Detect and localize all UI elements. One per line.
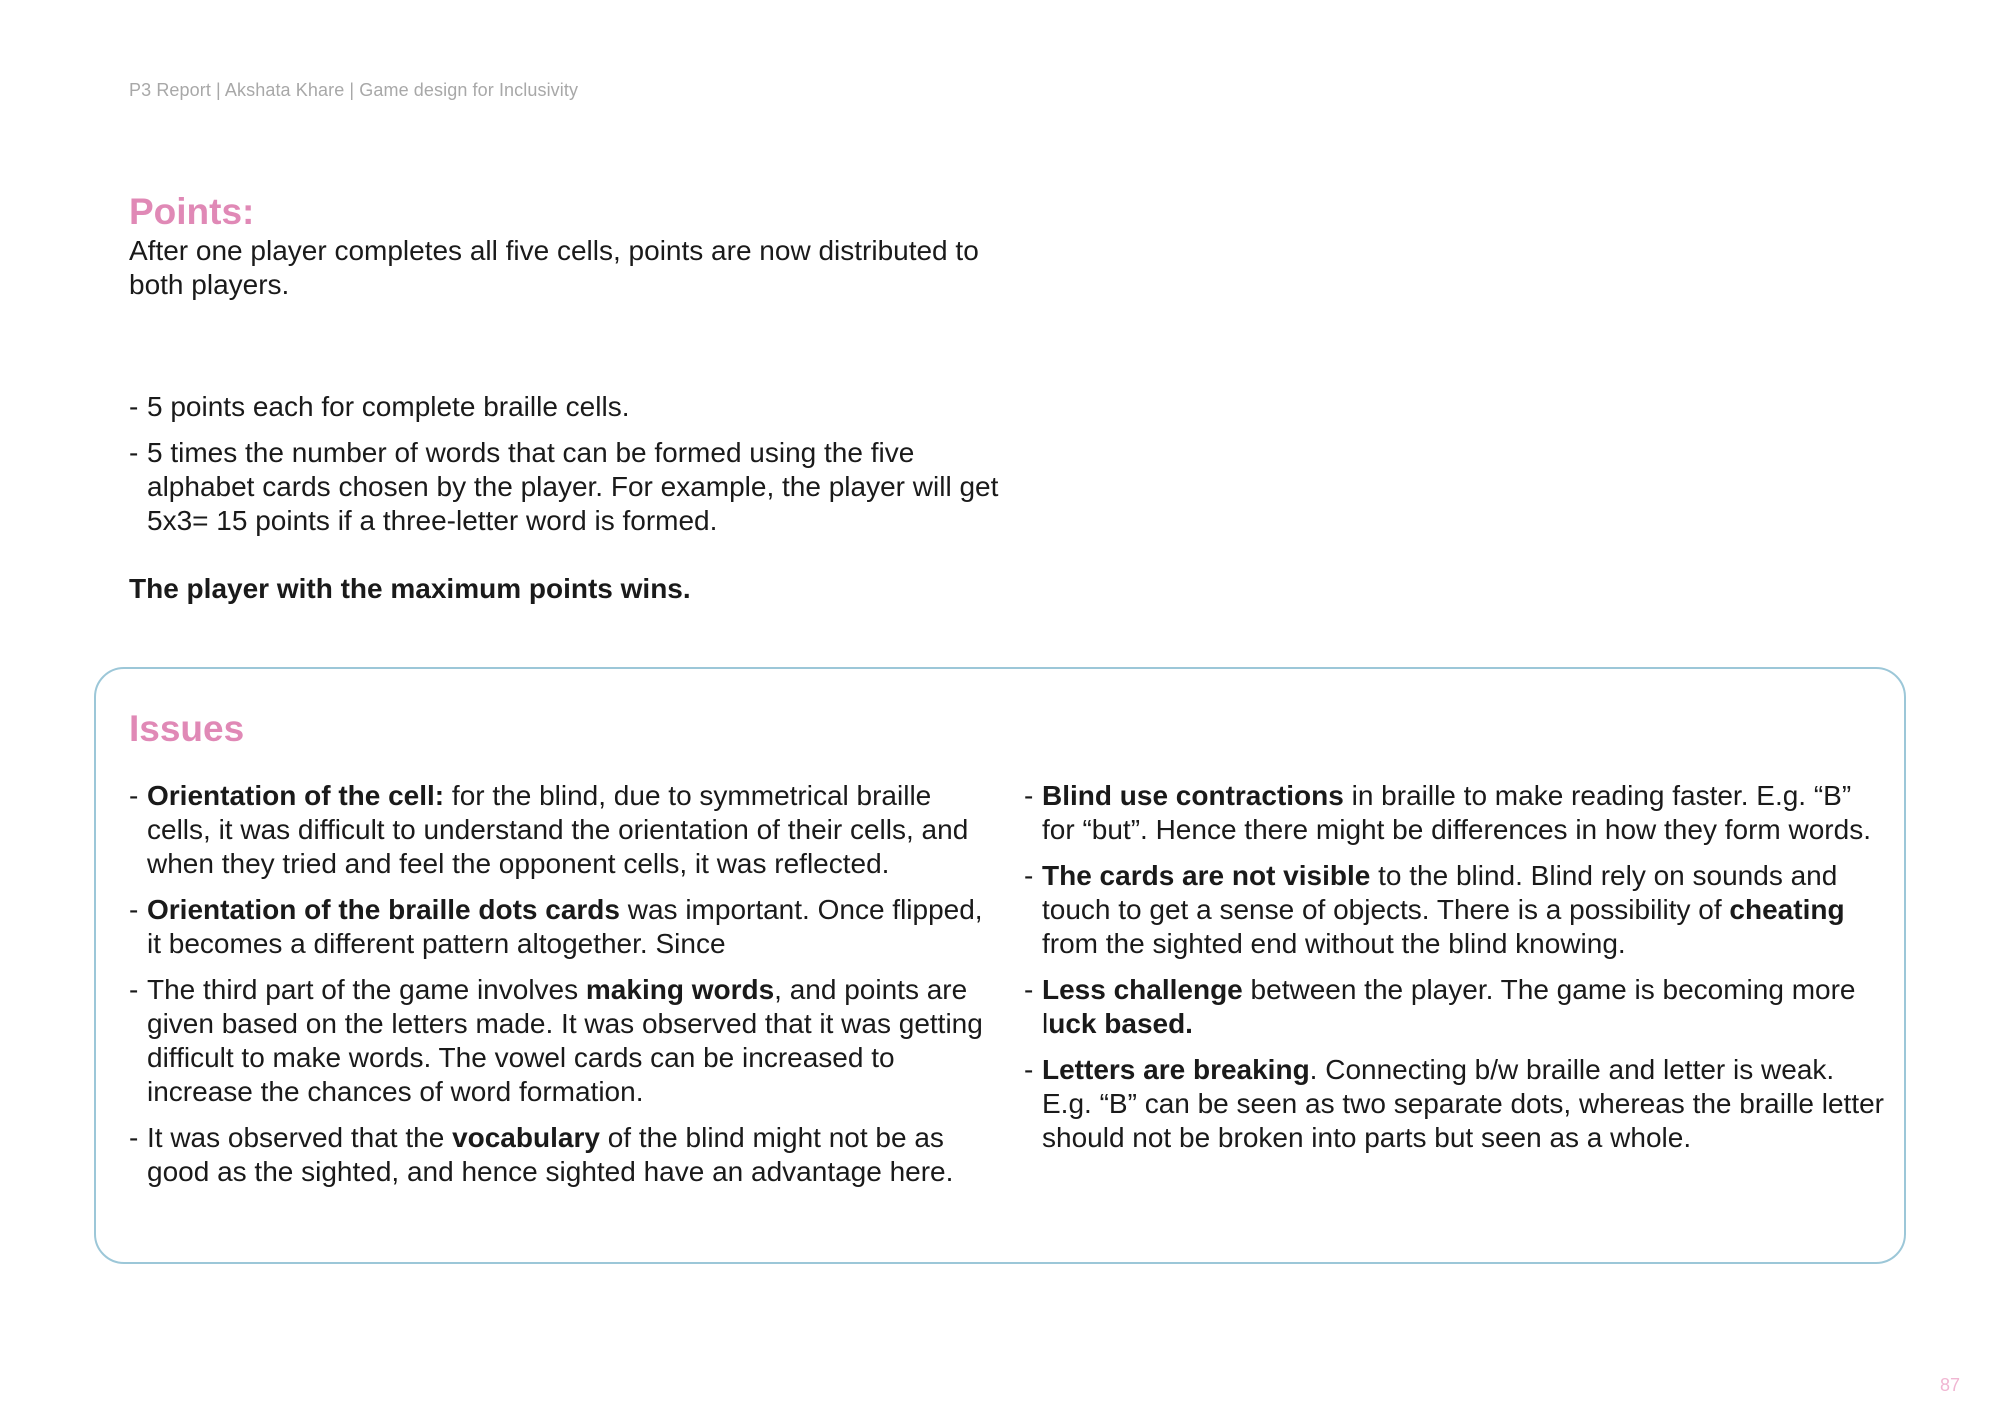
issues-heading: Issues	[129, 708, 245, 749]
winner-statement: The player with the maximum points wins.	[129, 573, 691, 604]
issues-list-right	[1024, 779, 1884, 1167]
issues-box	[94, 667, 1906, 1264]
list-item: - The third part of the game involves making words, and points are given based on the letters made. It was observed that it was getting difficult to make words. The vowel cards can be increased to increase the chances of word formation.	[129, 974, 983, 1107]
list-item: - It was observed that the vocabulary of the blind might not be as good as the sighted, and hence sighted have an advantage here.	[129, 1122, 954, 1187]
list-item: - Blind use contractions in braille to make reading faster. E.g. “B” for “but”. Hence there might be differences in how they form words.	[1024, 780, 1871, 845]
points-list	[129, 390, 1009, 538]
points-heading: Points:	[129, 191, 255, 232]
list-item: - 5 points each for complete braille cells.	[129, 391, 630, 422]
points-intro: After one player completes all five cells, points are now distributed to both players.	[129, 235, 979, 300]
list-item: - The cards are not visible to the blind. Blind rely on sounds and touch to get a sense of objects. There is a possibility of cheating from the sighted end without the blind knowing.	[1024, 860, 1845, 959]
issues-list-left	[129, 779, 999, 1201]
list-item: - Orientation of the braille dots cards was important. Once flipped, it becomes a different pattern altogether. Since	[129, 894, 983, 959]
list-item: - Letters are breaking. Connecting b/w braille and letter is weak. E.g. “B” can be seen as two separate dots, whereas the braille letter should not be broken into parts but seen as a whole.	[1024, 1054, 1885, 1153]
points-section	[129, 190, 1009, 606]
page-number: 87	[1939, 1375, 1960, 1395]
list-item: - Orientation of the cell: for the blind, due to symmetrical braille cells, it was difficult to understand the orientation of their cells, and when they tried and feel the opponent cells, it was reflected.	[129, 780, 969, 879]
list-item: - 5 times the number of words that can be formed using the five alphabet cards chosen by the player. For example, the player will get 5x3= 15 points if a three-letter word is formed.	[129, 437, 999, 536]
list-item: - Less challenge between the player. The game is becoming more luck based.	[1024, 974, 1856, 1039]
running-header: P3 Report | Akshata Khare | Game design for Inclusivity	[129, 80, 579, 100]
